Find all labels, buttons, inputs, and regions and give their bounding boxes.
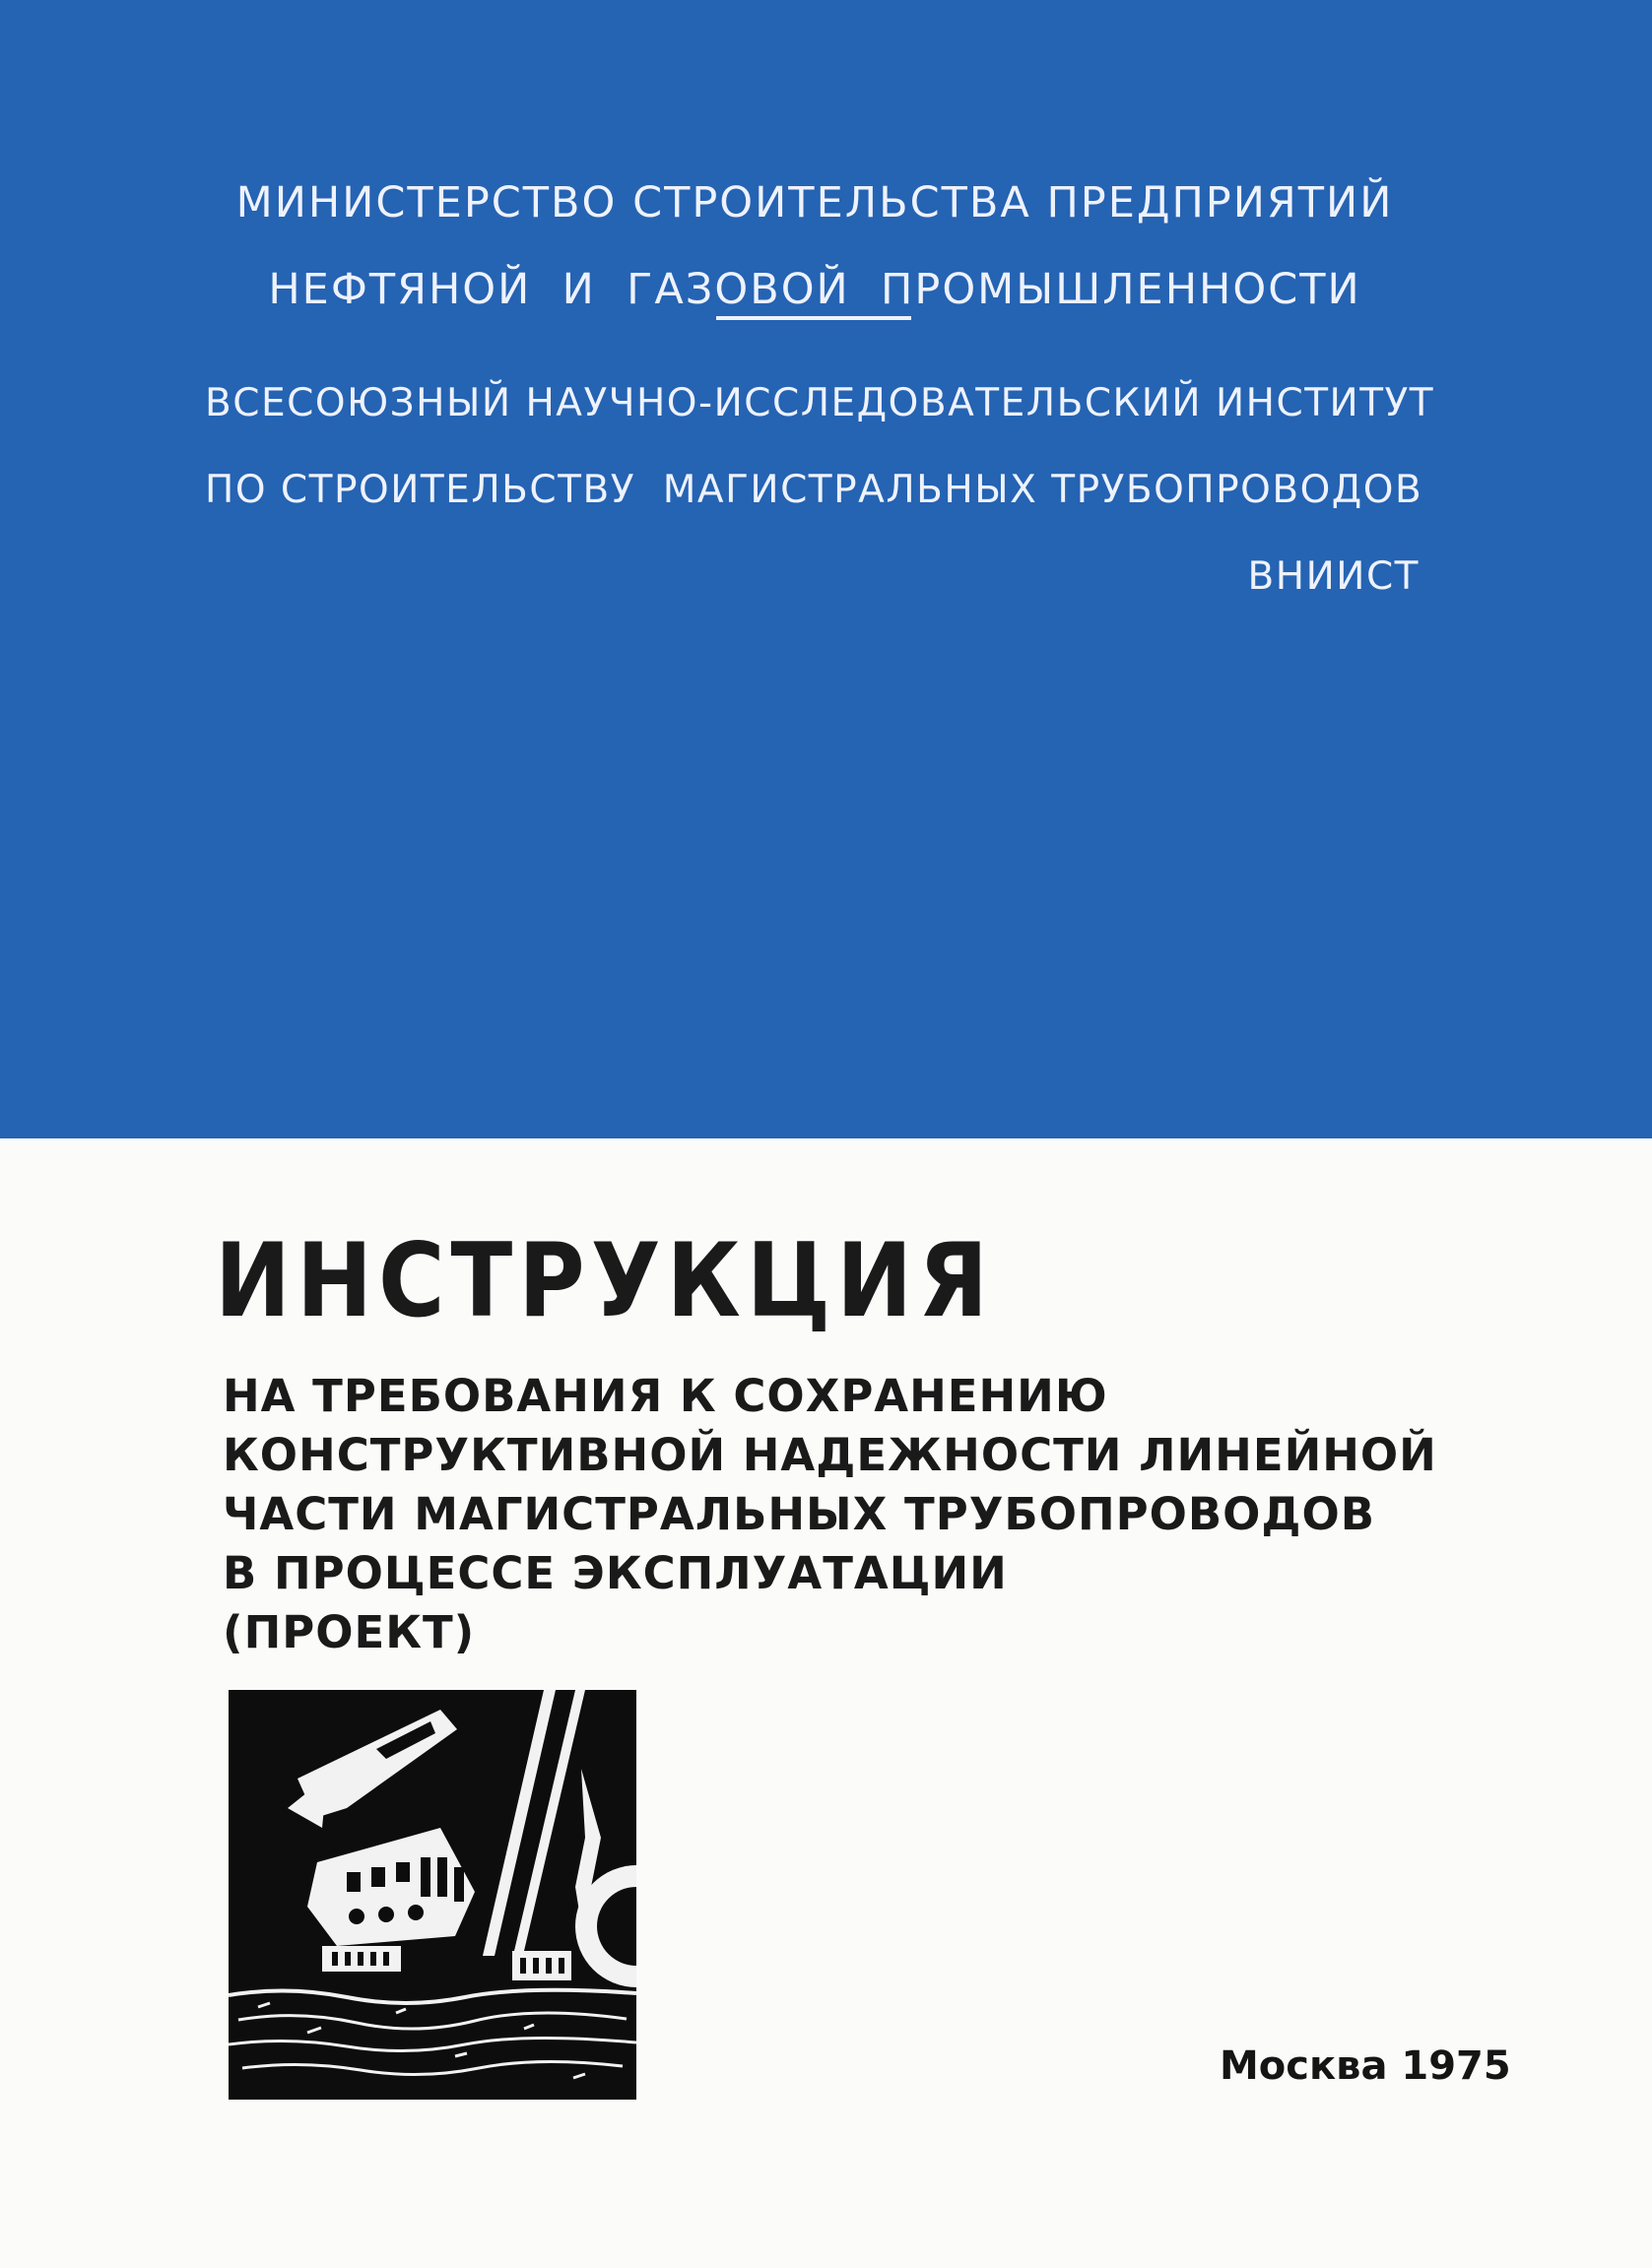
ministry-heading bbox=[209, 160, 1421, 333]
ministry-line-1: МИНИСТЕРСТВО СТРОИТЕЛЬСТВА ПРЕДПРИЯТИЙ bbox=[235, 178, 1394, 227]
subtitle-line-2: КОНСТРУКТИВНОЙ НАДЕЖНОСТИ ЛИНЕЙНОЙ bbox=[223, 1429, 1437, 1481]
subtitle-line-5: (ПРОЕКТ) bbox=[223, 1606, 476, 1658]
institute-heading bbox=[205, 360, 1435, 620]
document-subtitle bbox=[223, 1367, 1437, 1662]
divider-rule bbox=[716, 316, 911, 320]
document-title: ИНСТРУКЦИЯ bbox=[215, 1222, 995, 1340]
pipeline-machinery-woodcut-icon bbox=[229, 1690, 636, 2100]
subtitle-line-3: ЧАСТИ МАГИСТРАЛЬНЫХ ТРУБОПРОВОДОВ bbox=[223, 1488, 1376, 1540]
institute-abbreviation: ВНИИСТ bbox=[1247, 554, 1420, 599]
publication-imprint: Москва 1975 bbox=[1220, 2043, 1511, 2089]
ministry-line-2: НЕФТЯНОЙ И ГАЗОВОЙ ПРОМЫШЛЕННОСТИ bbox=[268, 265, 1361, 314]
subtitle-line-1: НА ТРЕБОВАНИЯ К СОХРАНЕНИЮ bbox=[223, 1370, 1108, 1422]
subtitle-line-4: В ПРОЦЕССЕ ЭКСПЛУАТАЦИИ bbox=[223, 1547, 1008, 1599]
institute-line-2: ПО СТРОИТЕЛЬСТВУ МАГИСТРАЛЬНЫХ ТРУБОПРОВОДОВ bbox=[205, 468, 1423, 512]
institute-line-1: ВСЕСОЮЗНЫЙ НАУЧНО-ИССЛЕДОВАТЕЛЬСКИЙ ИНСТИТУТ bbox=[205, 381, 1435, 425]
